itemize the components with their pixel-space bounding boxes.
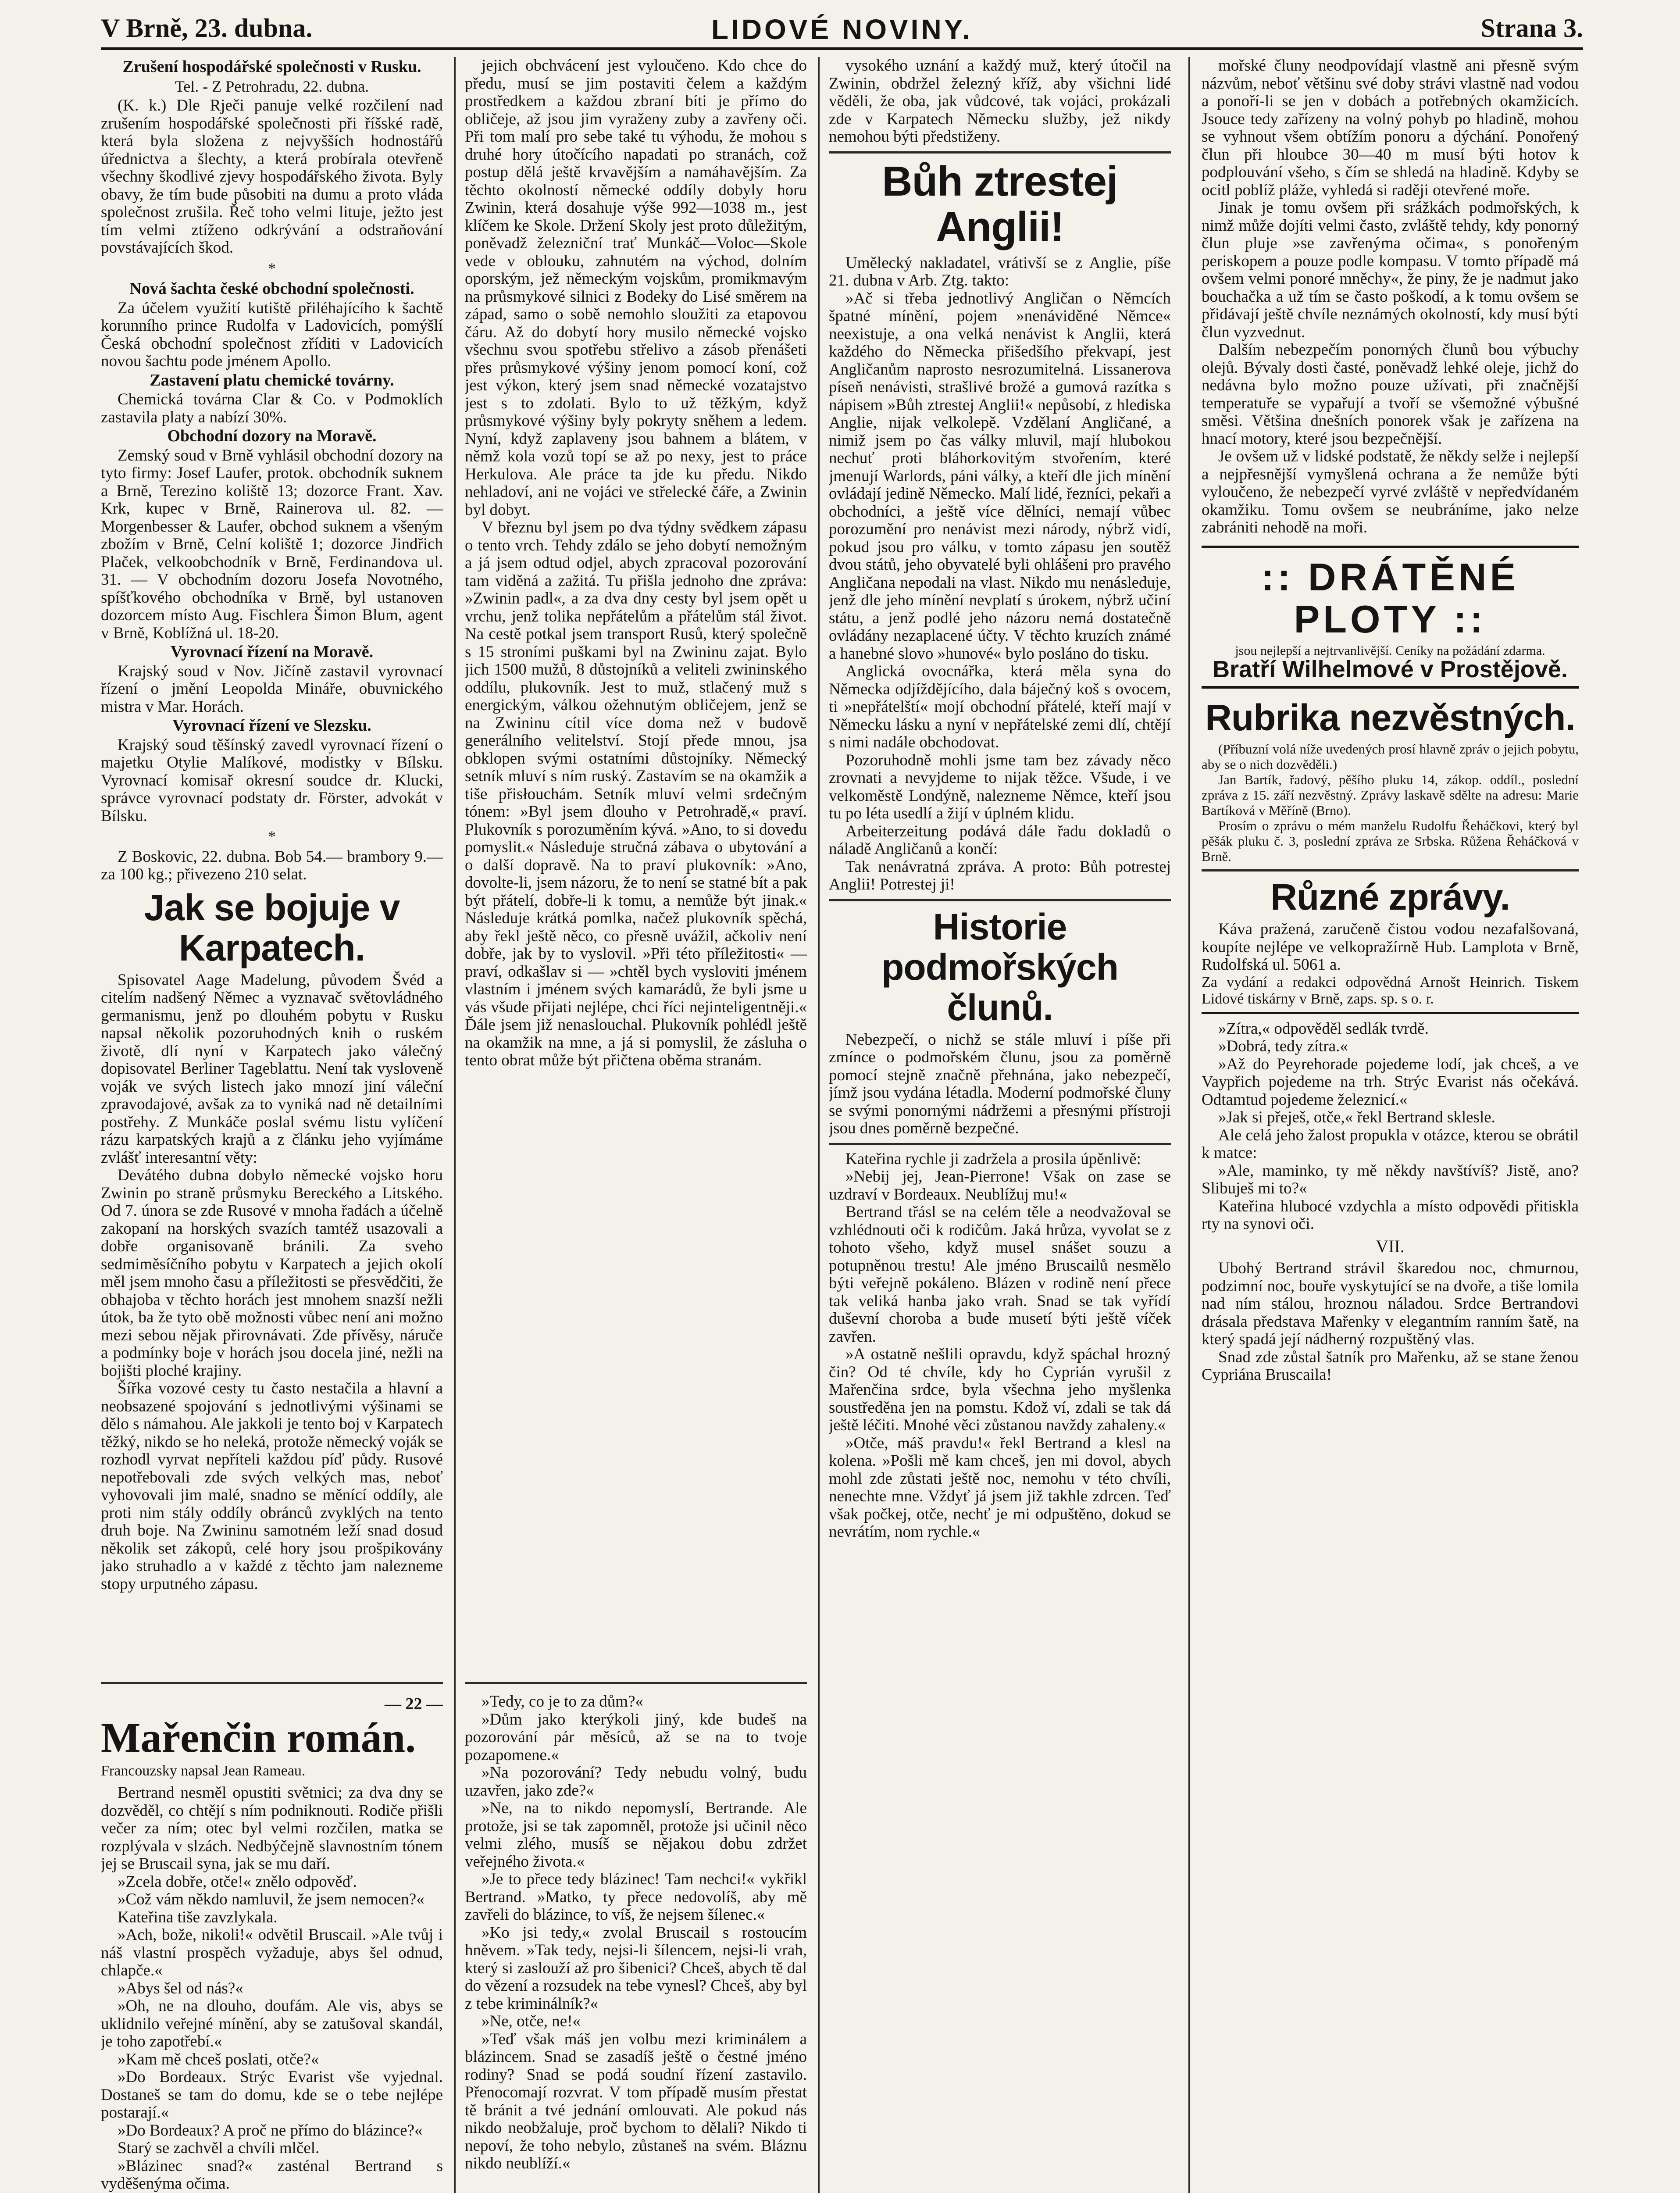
article-heading: Vyrovnací řízení na Moravě. — [170, 643, 374, 661]
column-rule-2 — [818, 57, 820, 2193]
article-headline: Historie podmořských člunů. — [881, 906, 1118, 1028]
serial-paragraph: »Tedy, co je to za dům?« — [482, 1693, 643, 1711]
serial-paragraph: »Nebij jej, Jean-Pierrone! Však on zase se uzdraví v Bordeaux. Neublížuj mu!« — [829, 1168, 1171, 1204]
article-headline: Bůh ztrestej Anglii! — [882, 157, 1118, 250]
article-paragraph: Devátého dubna dobylo německé vojsko horu Zwinin po straně průsmyku Bereckého a Litského. Od 7. února se zde Rusové v mnoha řadách a účelně zakopaní na horských svazích tamtéž usazovali a dobře organisovaně bránili. Za sveho sedmiměsíčního pobytu v Karpatech a jejich okolí měl jsem mnoho času a příležitosti se přesvědčiti, že obhajoba v těchto horách jest mnohem snazší nežli útok, ba že tyto obě možnosti vůbec není ani možno mezi sebou nějak přirovnávati. Zde přívěsy, náruče a podmínky boje v horách jsou docela jiné, nežli na bojišti ploché krajiny. — [101, 1166, 443, 1380]
serial-paragraph: »Teď však máš jen volbu mezi kriminálem a blázincem. Snad se zasadíš ještě o čestné jméno rodiny? Snad se podá soudní řízení zastavilo. Přenocomají rozvrat. V tom případě musím přestat tě bránit a tvé jednání omlouvati. Ale pokud nás nikdo neobžaluje, proč bychom to dělali? Nikdo ti nepoví, že toho nebylo, zůstaneš na svém. Bláznu nikdo neublíží.« — [465, 2030, 807, 2172]
section-headline: Rubrika nezvěstných. — [1205, 697, 1575, 738]
serial-paragraph: »Kam mě chceš poslati, otče?« — [118, 2050, 319, 2068]
article-paragraph: Dalším nebezpečím ponorných člunů bou výbuchy olejů. Bývaly dosti časté, poněvadž lehké oleje, jichž do nedávna bylo možno pouze užívati, při značnější temperatuře se vypařují a tvoří se všemožné výbušné směsi. Většina dnešních ponorek však je zařízena na hnací motory, které jsou bezpečnější. — [1202, 341, 1579, 448]
serial-number: — 22 — — [385, 1695, 443, 1713]
article-paragraph: Za účelem využití kutiště přiléhajícího k šachtě korunního prince Rudolfa v Ladovicích, pomýšlí Česká obchodní společnost zříditi v Ladovicích novou šachtu pode jménem Apollo. — [101, 299, 443, 370]
article-paragraph: vysokého uznání a každý muž, který útočil na Zwinin, obdržel železný kříž, aby všichni lidé věděli, že oba, jak vůdcové, tak vojáci, prokázali zde v Karpatech Německu služby, jež nikdy nemohou býti předstiženy. — [829, 57, 1171, 146]
serial-paragraph: »Otče, máš pravdu!« řekl Bertrand a klesl na kolena. »Pošli mě kam chceš, jen mi dovol, abych mohl zde zůstati ještě noc, nemohu v této chvíli, nenechte mne. Vždyť já jsem již takhle zdrcen. Teď však počkej, otče, nechť je mi odpuštěno, dokud se nevrátím, nom rychle.« — [829, 1434, 1171, 1541]
article-paragraph: mořské čluny neodpovídají vlastně ani přesně svým názvům, neboť většinu své doby strávi vlastně nad vodou a ponoří-li se jen v dobách a potřebných okamžicích. Jsouce tedy zařízeny na volný pohyb po hladině, mohou se vyhnout všem obtížím ponoru a dýchání. Ponořený člun při hloubce 30—40 m musí býti hotov k podplouvání všeho, s čím se shledá na hladině. Kdyby se ocitl poblíž pláže, vyhledá si raději otevřené moře. — [1202, 57, 1579, 199]
notice-paragraph: Káva pražená, zaručeně čistou vodou nezafalšovaná, koupíte nejlépe ve velkopražírně Hub. Lamplota v Brně, Rudolfská ul. 5061 a. — [1202, 920, 1579, 974]
column-3 — [829, 57, 1171, 2193]
ad-title: :: DRÁTĚNÉ PLOTY :: — [1261, 555, 1519, 641]
serial-paragraph: »Ale, maminko, ty mě někdy navštívíš? Jistě, ano? Slibuješ mi to?« — [1202, 1161, 1579, 1197]
serial-paragraph: Bertrand nesměl opustiti světnici; za dva dny se dozvěděl, co chtějí s ním podniknouti. Rodiče přišli večer za ním; otec byl velmi rozčilen, matka se rozplývala v slzách. Nedbýčejně slavnostním tónem jej se Bruscail syna, jak se mu daří. — [101, 1784, 443, 1873]
serial-paragraph: »Je to přece tedy blázinec! Tam nechci!« vykřikl Bertrand. »Matko, ty přece nedovolíš, aby mě zavřeli do blázince, to víš, že nejsem šílenec.« — [465, 1870, 807, 1924]
advertisement — [1202, 546, 1579, 689]
article-heading: Vyrovnací řízení ve Slezsku. — [172, 716, 371, 735]
serial-paragraph: »Na pozorování? Tedy nebudu volný, budu uzavřen, jako zde?« — [465, 1764, 807, 1800]
chapter-number: VII. — [1376, 1236, 1405, 1256]
masthead-date: V Brně, 23. dubna. — [101, 14, 313, 43]
article-heading: Nová šachta české obchodní společnosti. — [129, 279, 414, 298]
serial-paragraph: Kateřina tiše zavzlykala. — [118, 1908, 278, 1926]
article-paragraph: V březnu byl jsem po dva týdny svědkem zápasu o tento vrch. Tehdy zdálo se jeho dobytí nemožným a já jsem odtud odjel, abych zpracoval pozorování tam viděná a zažitá. Tu přišla jednoho dne zpráva: »Zwinin padl«, a za dva dny cesty byl jsem opět u vrchu, jenž tolika nepřátelům a přátelům stál život. Na cestě potkal jsem transport Rusů, který společně s 15 stroními puškami byl na Zwininu zajat. Bylo jich 1500 mužů, 8 důstojníků a veliteli zwininského oddílu, plukovník. Jest to muž, stlačený muž s energickým, válkou ožehnutým obličejem, jenž se na Zwininu cítil více doma než v budově generálního velitelství. Stojí přede mnou, jsa obklopen svými ostatními důstojníky. Německý setník mluví s ním ruský. Zastavím se na okamžik a tiše přisłouchám. Setník mluví velmi srdečným tónem: »Byl jsem dlouho v Petrohradě,« praví. Plukovník s porozuměním kývá. »Ano, to si dovedu pomyslit.« Následuje stručná zábava o ubytování a o další dopravě. Na to praví plukovník: »Ano, dovolte-li, jsem názoru, že to není se statné bít a pak být přátelí, dobře-li k tomu, a nemůže být jinak.« Následuje krátká pomlka, načež plukovník spěchá, aby řekl ještě něco, co přesně uvážil, ačkoliv není dobře, jak by to vyslovil. »Při této příležitosti« — praví, odkašlav si — »chtěl bych vysloviti jménem vlastním i jménem svých kamarádů, že byli jsme u vás všude přijati nejlépe, chci říci nejinteligentněji.« Ďále jsem již nenaslouchal. Plukovník pohlédl ještě na okamžik na mne, a já si pomyslil, že zásluha o tento obrat může být přičtena oběma stranám. — [465, 518, 807, 1069]
masthead-rule — [101, 47, 1583, 50]
article-paragraph: Anglická ovocnářka, která měla syna do Německa odjíždějícího, dala báječný koš s ovocem, ti »nepřátelští« mojí obchodní přátelé, kteří mají v Německu lásku a nyní v nepřátelské zemi dlí, chtějí s nimi nadále obchodovat. — [829, 662, 1171, 751]
serial-paragraph: »Dům jako kterýkoli jiný, kde budeš na pozorování pár měsíců, až se na to tvoje pozapomene.« — [465, 1710, 807, 1764]
article-paragraph: Nebezpečí, o nichž se stále mluví i píše při zmínce o podmořském člunu, jsou za poměrně pomocí stejně značně přehnána, jako nebezpečí, jímž jsou vydána létadla. Moderní podmořské čluny se svými ponornými nádržemi a přesnými přístroji jsou dnes poměrně bezpečné. — [829, 1030, 1171, 1137]
article-paragraph: Tak nenávratná zpráva. A proto: Bůh potrestej Anglii! Potrestej ji! — [829, 857, 1171, 893]
article-paragraph: Umělecký nakladatel, vrátivší se z Anglie, píše 21. dubna v Arb. Ztg. takto: — [829, 254, 1171, 289]
column-2 — [465, 57, 807, 1680]
section-rule — [1202, 869, 1579, 871]
section-rule — [829, 899, 1171, 901]
serial-column-1 — [101, 1686, 443, 2193]
article-paragraph: (K. k.) Dle Rječi panuje velké rozčilení nad zrušením hospodářské společnosti při říšské radě, která byla složena z nejvyšších hodnostářů úřednictva a šlechty, a která probírala otevřeně všechny škodlivé zjevy hospodářského života. Byly obavy, že tím bude působiti na dumu a proto vláda společnost zrušila. Řeč toho velmi lituje, ježto jest tím velmi ztíženo odkrývání a odstraňování povstávajících škod. — [101, 96, 443, 257]
article-paragraph: Jinak je tomu ovšem při srážkách podmořských, k nimž může dojíti velmi často, zvláště tehdy, kdy ponorný člun pluje »se zavřenýma očima«, s ponořeným periskopem a pouze podle kompasu. V tomto případě má ovšem velmi ponoré mněchy«, že piny, že je nadmut jako bouchačka a už tím se často poškodí, a k tomu ovšem se přidávají ještě chvíle neznámých okolností, kdy musí býti člun vyzvednut. — [1202, 199, 1579, 341]
serial-paragraph: Ale celá jeho žalost propukla v otázce, kterou se obrátil k matce: — [1202, 1126, 1579, 1162]
serial-paragraph: »Ko jsi tedy,« zvolal Bruscail s rostoucím hněvem. »Tak tedy, nejsi-li šílencem, nejsi-li vrah, který si zaslouží až pro šibenici? Chceš, abych tě dal do vězení a rozsudek na tebe vynesl? Chceš, aby byl z tebe kriminálník?« — [465, 1923, 807, 2013]
article-heading: Obchodní dozory na Moravě. — [167, 427, 377, 445]
serial-author: Francouzsky napsal Jean Rameau. — [101, 1762, 306, 1779]
column-4 — [1202, 57, 1579, 2193]
serial-paragraph: »Do Bordeaux? A proč ne přímo do blázince?« — [118, 2121, 423, 2139]
article-dateline: Tel. - Z Petrohradu, 22. dubna. — [175, 77, 369, 95]
article-paragraph: Arbeiterzeitung podává dále řadu dokladů o náladě Angličanů a končí: — [829, 822, 1171, 858]
notice-paragraph: Prosím o zprávu o mém manželu Rudolfu Řeháčkovi, který byl pěšák pluku č. 3, poslední zpráva ze Srbska. Růžena Řeháčková v Brně. — [1202, 818, 1579, 864]
serial-paragraph: »Blázinec snad?« zasténal Bertrand s vyděšenýma očima. — [101, 2157, 443, 2193]
serial-paragraph: »A ostatně nešlili opravdu, když spáchal hrozný čin? Od té chvíle, kdy ho Cyprián vyrušil z Mařenčina srdce, byla všechna jeho myšlenka soustředěna jen na pomstu. Kdož ví, zdali se tak dá ještě léčiti. Mnohé věci zůstanou navždy zahaleny.« — [829, 1345, 1171, 1434]
notice-paragraph: Jan Bartík, řadový, pěšího pluku 14, zákop. oddíl., poslední zpráva z 15. září nezvěstný. Zprávy laskavě sdělte na adresu: Marie Bartíková v Měříně (Brno). — [1202, 772, 1579, 818]
serial-paragraph: Ubohý Bertrand strávil škaredou noc, chmurnou, podzimní noc, bouře vyskytující se na dvoře, a tiše lomila nad ním stálou, hroznou náladou. Srdce Bertrandovi drásala představa Mařenky v elegantním ranním šatě, na který spadá její nádherný rozpuštěný vlas. — [1202, 1259, 1579, 1348]
article-paragraph: Krajský soud v Nov. Jičíně zastavil vyrovnací řízení o jmění Leopolda Mináře, obuvnického mistra v Mar. Horách. — [101, 662, 443, 716]
serial-paragraph: »Jak si přeješ, otče,« řekl Bertrand sklesle. — [1218, 1108, 1495, 1126]
section-rule — [465, 1682, 807, 1684]
masthead-page-number: Strana 3. — [1480, 14, 1583, 43]
market-report: Z Boskovic, 22. dubna. Bob 54.— brambory 9.— za 100 kg.; přivezeno 210 selat. — [101, 847, 443, 883]
separator-star: * — [268, 259, 276, 277]
article-paragraph: Krajský soud těšínský zavedl vyrovnací řízení o majetku Otylie Malíkové, modistky v Bílsku. Vyrovnací komisař okresní soudce dr. Klucki, správce vyrovnací podstaty dr. Förster, advokát v Bílsku. — [101, 736, 443, 825]
separator-star: * — [268, 828, 276, 845]
masthead — [101, 13, 1583, 50]
article-paragraph: jejich obchvácení jest vyloučeno. Kdo chce do předu, musí se jim postaviti čelem a každým prostředkem a každou zbraní bíti je přímo do obličeje, až jsou jim vyraženy zuby a zavřeny oči. Při tom malí pro sebe také tu výhodu, že mohou s druhé hory útočícího napadati po stranách, což postup dělá ještě krvavějším a namáhavějším. Za těchto okolností německé oddíly dobyly horu Zwinin, která dosahuje výše 992—1038 m., jest klíčem ke Skole. Držení Skoly jest proto důležitým, poněvadž železniční trať Munkáč—Voloc—Skole vede v oblouku, zahnutém na východ, dolním oporským, jež německým vojskům, promikmavým na průsmykové silnici z Bodeky do Lisé směrem na západ, samo o sobě nemohlo sloužiti za etapovou čáru. Až do dobytí hory musilo německé vojsko všechnu svou spotřebu střelivo a zásob přenášeti přes průsmykové výšiny jenom pomocí koní, což jest výkon, který jsem snad německé vozatajstvo jest s to zdolati. Bylo to už těžkým, když průsmykové výšiny byly pokryty sněhem a ledem. Nyní, když zaplaveny jsou bahnem a blátem, v němž kola vozů topí se až po nexy, jest to práce Herkulova. Ale práce ta jde ku předu. Nikdo nehladoví, ani ne vojáci ve střelecké čáře, a Zwinin byl dobyt. — [465, 57, 807, 519]
section-headline: Různé zprávy. — [1270, 876, 1510, 918]
serial-paragraph: Bertrand třásl se na celém těle a neodvažoval se vzhlédnouti oči k rodičům. Jaká hrůza, vyvolat se z tohoto všeho, když musel snášet souzu a potupněnou trestu! Ale jméno Bruscailů nesmělo býti veřejně pokáleno. Blázen v rodině není přece tak veliká hanba jako vrah. Snad se tak vyřídí duševní choroba a bude musetí býti ještě víček zavřen. — [829, 1203, 1171, 1346]
article-paragraph: Zemský soud v Brně vyhlásil obchodní dozory na tyto firmy: Josef Laufer, protok. obchodník suknem a Brně, Terezino koliště 13; dozorce Frant. Xav. Krk, kupec v Brně, Rainerova ul. 82. — Morgenbesser & Laufer, obchod suknem a všeným zbožím v Brně, Celní koliště 1; dozorce Jindřich Plaček, velkoobchodník v Brně, Ferdinandova ul. 31. — V obchodním dozoru Josefa Novotného, spíšťkového obchodníka v Brně, byl ustanoven dozorcem místo Aug. Fischlera Šimon Blum, agent v Brně, Koblížná ul. 18-20. — [101, 446, 443, 642]
serial-paragraph: »Ne, na to nikdo nepomyslí, Bertrande. Ale protože, jsi se tak zapomněl, protože jsi učinil něco velmi zlého, musíš se nějakou dobu zdržet veřejného života.« — [465, 1799, 807, 1871]
serial-column-2 — [465, 1693, 807, 2193]
serial-paragraph: »Zítra,« odpověděl sedlák tvrdě. — [1218, 1019, 1429, 1038]
column-rule-1 — [454, 57, 456, 2193]
section-rule — [101, 1682, 443, 1684]
serial-paragraph: »Což vám někdo namluvil, že jsem nemocen?« — [118, 1890, 424, 1908]
serial-paragraph: »Až do Peyrehorade pojedeme lodí, jak chceš, a ve Vaypřich pojedeme na trh. Strýc Evarist nás očekává. Odtamtud pojedeme železnicí.« — [1202, 1055, 1579, 1109]
section-rule — [829, 1143, 1171, 1145]
article-paragraph: Šířka vozové cesty tu často nestačila a hlavní a neobsazené spojování s jednotlivými výšinami se dělo s námahou. Ale jakkoli je tento boj v Karpatech těžký, nikdo se ho neleká, protože německý voják se rozhodl vyrvat nepříteli každou píď půdy. Rusové nepotřebovali zde svých velkých mas, neboť vyhovovali jim malé, snadno se měnící oddíly, ale proti nim stály oddíly obránců zvyklých na tento druh boje. Na Zwininu samotném leží snad dosud několik set zákopů, celé hory jsou prošpikovány jako struhadlo a v každé z těchto jam nalezneme stopy urputného zápasu. — [101, 1379, 443, 1593]
article-paragraph: Chemická továrna Clar & Co. v Podmoklích zastavila platy a nabízí 30%. — [101, 390, 443, 426]
article-paragraph: Pozoruhodně mohli jsme tam bez závady něco zrovnati a nevyjdeme to nijak těžce. Všude, i ve velkoměstě Londýně, nalezneme Němce, kteří jsou tu po léta usedlí a žijí v úplném klidu. — [829, 751, 1171, 822]
article-paragraph: Je ovšem už v lidské podstatě, že někdy selže i nejlepší a nejpřesnější vymyšlená ochrana a že nemůže býti vyloučeno, že nebezpečí vyrvé zvláště v nepředvídaném okamžiku. Tomu ovšem se neubráníme, jako nelze zabrániti nehodě na moři. — [1202, 447, 1579, 536]
article-headline: Jak se bojuje v Karpatech. — [144, 886, 400, 968]
notice-paragraph: (Příbuzní volá níže uvedených prosí hlavně zpráv o jejich pobytu, aby se o nich dozvěděli.) — [1202, 741, 1579, 772]
imprint: Za vydání a redakci odpovědná Arnošt Heinrich. Tiskem Lidové tiskárny v Brně, zaps. sp. s o. r. — [1202, 974, 1579, 1014]
serial-title: Mařenčin román. — [101, 1714, 416, 1761]
serial-paragraph: »Ne, otče, ne!« — [482, 2012, 581, 2030]
section-rule — [829, 151, 1171, 154]
ad-firm: Bratří Wilhelmové v Prostějově. — [1213, 656, 1568, 682]
column-rule-3 — [1188, 57, 1190, 2193]
serial-paragraph: »Oh, ne na dlouho, doufám. Ale vis, abys se uklidnilo veřejné mínění, aby se zatušoval skandál, je toho zapotřebí.« — [101, 1997, 443, 2050]
serial-paragraph: Starý se zachvěl a chvíli mlčel. — [118, 2139, 320, 2157]
article-paragraph: Spisovatel Aage Madelung, původem Švéd a citelím nadšený Němec a vyznavač světovládného germanismu, jenž po dlouhém pobytu v Rusku napsal několik pozoruhodných knih o ruském životě, dlí nyní v Karpatech jako válečný dopisovatel Berliner Tageblattu. Není tak vysloveně voják ve svých listech jako mnozí jiní váleční zpravodajové, avšak za to vyniká nad ně detailními postřehy. Z Munkáče poslal svému listu vylíčení rázu karpatských krajů a z článku jeho vyjímáme zvlášť interesantní věty: — [101, 971, 443, 1167]
serial-paragraph: Kateřina hlubocé vzdychla a místo odpovědi přitiskla rty na synovi oči. — [1202, 1197, 1579, 1233]
serial-paragraph: »Dobrá, tedy zítra.« — [1218, 1037, 1348, 1055]
serial-paragraph: Snad zde zůstal šatník pro Mařenku, až se stane ženou Cypriána Bruscaila! — [1202, 1348, 1579, 1384]
serial-paragraph: »Zcela dobře, otče!« znělo odpověď. — [118, 1872, 357, 1891]
serial-paragraph: »Ach, bože, nikoli!« odvětil Bruscail. »Ale tvůj i náš vlastní prospěch vyžaduje, abys šel odnud, chlapče.« — [101, 1926, 443, 1979]
masthead-title: LIDOVÉ NOVINY. — [711, 14, 973, 45]
article-heading: Zrušení hospodářské společnosti v Rusku. — [122, 57, 421, 76]
ad-subtitle: jsou nejlepší a nejtrvanlivější. Ceníky na požádání zdarma. — [1235, 643, 1545, 658]
article-paragraph: »Ač si třeba jednotlivý Angličan o Němcích špatné mínění, pojem »nenáviděné Němce« neexistuje, a ona velká nenávist k Anglii, která každého do Německa přišedšího překvapí, jest Angličanům naprosto nesrozumitelná. Lissanerova píseň nenávisti, strašlivé brožé a gumová razítka s nápisem »Bůh ztrestej Anglii!« nepůsobí, z hlediska Anglie, nijak velkolepě. Vzdělaní Angličané, a nimiž jsem po čas války mluvil, mají hlubokou nechuť proti bláhorkovitým stvořením, které jmenují Warlords, páni války, a kteří dle jich mínění ovládají jedině Německo. Malí lidé, řezníci, pekaři a obchodníci, a ještě více dělníci, nemají vůbec porozumění pro nenávist mezi národy, nýbrž vidí, pokud jsou pro válku, v tomto zápasu jen soutěž dvou států, jeho obyvatelé byli ohlášeni pro pravého Angličana nepodali na vlast. Nikdo mu nenásleduje, jenž dle jeho mínění nevplatí s úrokem, nýbrž učiní státu, a jenž podlé jeho názoru nemá dostatečně ovládány nezaplacené účty. V těchto kruzích známé a hanebné slovo »hunové« bylo posláno do tisku. — [829, 289, 1171, 663]
serial-paragraph: Kateřina rychle ji zadržela a prosila úpěnlivě: — [845, 1150, 1141, 1168]
serial-paragraph: »Do Bordeaux. Strýc Evarist vše vyjednal. Dostaneš se tam do domu, kde se o tebe nejlépe postarají.« — [101, 2068, 443, 2122]
article-heading: Zastavení platu chemické továrny. — [150, 371, 394, 389]
serial-paragraph: »Abys šel od nás?« — [118, 1979, 243, 1997]
